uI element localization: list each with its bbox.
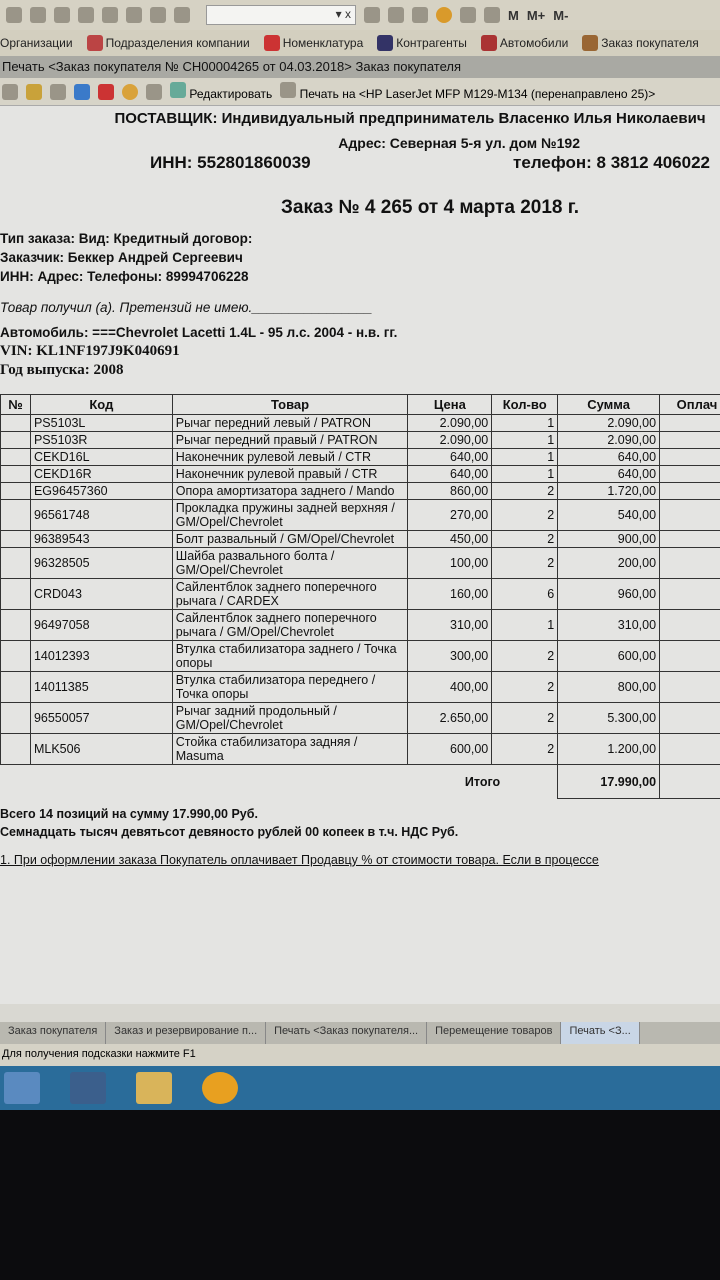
search-clear[interactable]: ▾ x (335, 7, 351, 21)
sum-cell: 310,00 (558, 610, 660, 641)
total-value: 17.990,00 (558, 765, 660, 799)
nav-label: Номенклатура (282, 36, 364, 50)
quantity-cell: 6 (492, 579, 558, 610)
sum-cell: 600,00 (558, 641, 660, 672)
price-cell: 160,00 (408, 579, 492, 610)
table-row (1, 734, 720, 765)
paid-cell (660, 449, 720, 466)
table-row (1, 500, 720, 531)
tab-order-reservation[interactable]: Заказ и резервирование п... (106, 1022, 266, 1044)
print-on-button[interactable] (280, 82, 655, 101)
sum-cell: 2.090,00 (558, 432, 660, 449)
price-cell: 2.090,00 (408, 415, 492, 432)
table-row (1, 415, 720, 432)
items-count: Всего 14 позиций на сумму 17.990,00 Руб. (0, 807, 258, 821)
paid-cell (660, 531, 720, 548)
received-note: Товар получил (а). Претензий не имею.________________ (0, 300, 373, 315)
quantity-cell: 1 (492, 610, 558, 641)
font-icon[interactable] (50, 84, 66, 100)
code-cell: 96561748 (30, 500, 172, 531)
footer (0, 805, 720, 869)
main-toolbar (0, 0, 720, 30)
nav-bar (0, 30, 720, 56)
code-cell: CEKD16L (30, 449, 172, 466)
code-cell: PS5103L (30, 415, 172, 432)
window-title: Печать <Заказ покупателя № СН00004265 от 04.03.2018> Заказ покупателя (0, 56, 720, 78)
car-icon (481, 35, 497, 51)
code-cell: 96550057 (30, 703, 172, 734)
nomenclature-icon (264, 35, 280, 51)
sum-cell: 200,00 (558, 548, 660, 579)
sum-cell: 1.720,00 (558, 483, 660, 500)
paste-icon[interactable] (54, 7, 70, 23)
product-cell: Сайлентблок заднего поперечного рычага / GM/Opel/Chevrolet (172, 610, 408, 641)
product-cell: Прокладка пружины задней верхняя / GM/Opel/Chevrolet (172, 500, 408, 531)
quantity-cell: 2 (492, 672, 558, 703)
product-cell: Стойка стабилизатора задняя / Masuma (172, 734, 408, 765)
code-cell: PS5103R (30, 432, 172, 449)
column-header: Цена (408, 395, 492, 415)
row-number (1, 641, 31, 672)
column-header: Сумма (558, 395, 660, 415)
forward-icon[interactable] (150, 7, 166, 23)
server-manager-icon[interactable] (4, 1072, 40, 1104)
customer: Заказчик: Беккер Андрей Сергеевич (0, 250, 243, 265)
quantity-cell: 2 (492, 531, 558, 548)
row-number (1, 531, 31, 548)
row-number (1, 610, 31, 641)
paid-cell (660, 548, 720, 579)
supplier-phone: телефон: 8 3812 406022 (513, 153, 710, 172)
paid-cell (660, 734, 720, 765)
row-number (1, 415, 31, 432)
price-cell: 640,00 (408, 466, 492, 483)
nav-customer-order[interactable] (582, 35, 698, 51)
table-row (1, 432, 720, 449)
paid-cell (660, 466, 720, 483)
price-cell: 2.650,00 (408, 703, 492, 734)
export-icon[interactable] (26, 84, 42, 100)
clipboard-icon[interactable] (146, 84, 162, 100)
sum-cell: 1.200,00 (558, 734, 660, 765)
price-cell: 640,00 (408, 449, 492, 466)
taskbar (0, 1066, 720, 1110)
quantity-cell: 2 (492, 483, 558, 500)
sum-cell: 900,00 (558, 531, 660, 548)
nav-departments[interactable] (87, 35, 250, 51)
column-header: Оплач (660, 395, 720, 415)
table-row (1, 579, 720, 610)
price-cell: 860,00 (408, 483, 492, 500)
supplier: ПОСТАВЩИК: Индивидуальный предприниматель Власенко Илья Николаевич (114, 110, 706, 127)
paid-cell (660, 500, 720, 531)
table-row (1, 483, 720, 500)
row-number (1, 500, 31, 531)
paid-cell (660, 641, 720, 672)
row-number (1, 672, 31, 703)
memory-minus-button[interactable]: M- (553, 7, 569, 23)
code-cell: EG96457360 (30, 483, 172, 500)
nav-label: Контрагенты (396, 36, 467, 50)
search-icon[interactable] (174, 7, 190, 23)
info-icon[interactable] (436, 7, 452, 23)
price-cell: 300,00 (408, 641, 492, 672)
table-row (1, 672, 720, 703)
order-info (0, 229, 720, 380)
order-icon (582, 35, 598, 51)
code-cell: 96389543 (30, 531, 172, 548)
help-icon[interactable] (122, 84, 138, 100)
sum-cell: 960,00 (558, 579, 660, 610)
quantity-cell: 1 (492, 449, 558, 466)
sum-cell: 800,00 (558, 672, 660, 703)
total-row (1, 765, 720, 799)
department-icon (87, 35, 103, 51)
row-number (1, 703, 31, 734)
quantity-cell: 2 (492, 500, 558, 531)
search-input[interactable] (206, 5, 356, 25)
browser-icon[interactable] (74, 84, 90, 100)
preview-icon[interactable] (102, 7, 118, 23)
edit-icon (170, 82, 186, 98)
vin: VIN: KL1NF197J9K040691 (0, 343, 180, 359)
product-cell: Наконечник рулевой правый / CTR (172, 466, 408, 483)
quantity-cell: 1 (492, 415, 558, 432)
table-row (1, 449, 720, 466)
quantity-cell: 1 (492, 432, 558, 449)
row-number (1, 483, 31, 500)
table-row (1, 531, 720, 548)
product-cell: Наконечник рулевой левый / CTR (172, 449, 408, 466)
order-title: Заказ № 4 265 от 4 марта 2018 г. (280, 197, 580, 218)
product-cell: Рычаг задний продольный / GM/Opel/Chevrolet (172, 703, 408, 734)
product-cell: Сайлентблок заднего поперечного рычага / CARDEX (172, 579, 408, 610)
sum-cell: 640,00 (558, 449, 660, 466)
calendar-icon[interactable] (460, 7, 476, 23)
explorer-icon[interactable] (136, 1072, 172, 1104)
copy-icon[interactable] (30, 7, 46, 23)
calculator-icon[interactable] (484, 7, 500, 23)
powershell-icon[interactable] (70, 1072, 106, 1104)
tab-goods-transfer[interactable]: Перемещение товаров (427, 1022, 561, 1044)
product-cell: Опора амортизатора заднего / Mando (172, 483, 408, 500)
code-cell: 96328505 (30, 548, 172, 579)
table-row (1, 703, 720, 734)
nav-label: Заказ покупателя (601, 36, 699, 50)
product-cell: Рычаг передний левый / PATRON (172, 415, 408, 432)
nav-organizations[interactable] (0, 36, 73, 50)
edit-button[interactable] (170, 82, 272, 101)
print-toolbar (0, 78, 720, 106)
car: Автомобиль: ===Chevrolet Lacetti 1.4L - 95 л.с. 2004 - н.в. гг. (0, 325, 398, 340)
supplier-address: Адрес: Северная 5-я ул. дом №192 (338, 135, 580, 151)
price-cell: 100,00 (408, 548, 492, 579)
price-cell: 600,00 (408, 734, 492, 765)
product-cell: Шайба развального болта / GM/Opel/Chevrolet (172, 548, 408, 579)
paid-cell (660, 579, 720, 610)
quantity-cell: 2 (492, 548, 558, 579)
tab-customer-order[interactable]: Заказ покупателя (0, 1022, 106, 1044)
table-row (1, 548, 720, 579)
quantity-cell: 2 (492, 734, 558, 765)
items-table (0, 394, 720, 799)
print-icon[interactable] (78, 7, 94, 23)
code-cell: 14012393 (30, 641, 172, 672)
cut-icon[interactable] (6, 7, 22, 23)
nav-label: Автомобили (499, 36, 569, 50)
row-number (1, 449, 31, 466)
column-header: Код (30, 395, 172, 415)
year: Год выпуска: 2008 (0, 362, 124, 378)
paid-cell (660, 483, 720, 500)
memory-plus-button[interactable]: M+ (526, 7, 546, 23)
save-icon[interactable] (2, 84, 18, 100)
nav-counterparties[interactable] (377, 35, 467, 51)
code-cell: CEKD16R (30, 466, 172, 483)
paid-cell (660, 703, 720, 734)
sum-cell: 540,00 (558, 500, 660, 531)
tab-print-active[interactable]: Печать <З... (561, 1022, 639, 1044)
nav-label: Организации (0, 36, 73, 50)
find-prev-icon[interactable] (388, 7, 404, 23)
terms: 1. При оформлении заказа Покупатель оплачивает Продавцу % от стоимости товара. Если в процессе (0, 853, 599, 867)
code-cell: CRD043 (30, 579, 172, 610)
price-cell: 2.090,00 (408, 432, 492, 449)
product-cell: Втулка стабилизатора заднего / Точка опоры (172, 641, 408, 672)
window-tabs (0, 1022, 720, 1044)
code-cell: MLK506 (30, 734, 172, 765)
row-number (1, 432, 31, 449)
status-bar: Для получения подсказки нажмите F1 (0, 1044, 720, 1066)
sum-in-words: Семнадцать тысяч девятьсот девяносто рублей 00 копеек в т.ч. НДС Руб. (0, 825, 459, 839)
order-type: Тип заказа: Вид: Кредитный договор: (0, 231, 253, 246)
tab-print-order[interactable]: Печать <Заказ покупателя... (266, 1022, 427, 1044)
nav-nomenclature[interactable] (264, 35, 364, 51)
sum-cell: 5.300,00 (558, 703, 660, 734)
column-header: № (1, 395, 31, 415)
code-cell: 14011385 (30, 672, 172, 703)
row-number (1, 466, 31, 483)
sum-cell: 640,00 (558, 466, 660, 483)
quantity-cell: 2 (492, 641, 558, 672)
supplier-inn: ИНН: 552801860039 (150, 153, 311, 172)
document (0, 106, 720, 1004)
1c-icon[interactable] (202, 1072, 238, 1104)
paid-cell (660, 432, 720, 449)
price-cell: 400,00 (408, 672, 492, 703)
row-number (1, 579, 31, 610)
table-row (1, 610, 720, 641)
paid-cell (660, 415, 720, 432)
nav-label: Подразделения компании (105, 36, 250, 50)
quantity-cell: 2 (492, 703, 558, 734)
back-icon[interactable] (126, 7, 142, 23)
pdf-icon[interactable] (98, 84, 114, 100)
nav-cars[interactable] (481, 35, 568, 51)
total-paid (660, 765, 720, 799)
printer-icon (280, 82, 296, 98)
memory-button[interactable]: M (508, 7, 519, 23)
document-icon[interactable] (412, 7, 428, 23)
product-cell: Втулка стабилизатора переднего / Точка опоры (172, 672, 408, 703)
paid-cell (660, 672, 720, 703)
column-header: Товар (172, 395, 408, 415)
column-header: Кол-во (492, 395, 558, 415)
price-cell: 450,00 (408, 531, 492, 548)
find-next-icon[interactable] (364, 7, 380, 23)
table-row (1, 641, 720, 672)
table-row (1, 466, 720, 483)
row-number (1, 734, 31, 765)
price-cell: 310,00 (408, 610, 492, 641)
total-label: Итого (464, 774, 501, 789)
sum-cell: 2.090,00 (558, 415, 660, 432)
customer-contacts: ИНН: Адрес: Телефоны: 89994706228 (0, 269, 249, 284)
price-cell: 270,00 (408, 500, 492, 531)
row-number (1, 548, 31, 579)
print-on-label: Печать на <HP LaserJet MFP M129-M134 (перенаправлено 25)> (299, 87, 656, 101)
quantity-cell: 1 (492, 466, 558, 483)
code-cell: 96497058 (30, 610, 172, 641)
people-icon (377, 35, 393, 51)
edit-label: Редактировать (189, 87, 273, 101)
product-cell: Болт развальный / GM/Opel/Chevrolet (172, 531, 408, 548)
paid-cell (660, 610, 720, 641)
product-cell: Рычаг передний правый / PATRON (172, 432, 408, 449)
